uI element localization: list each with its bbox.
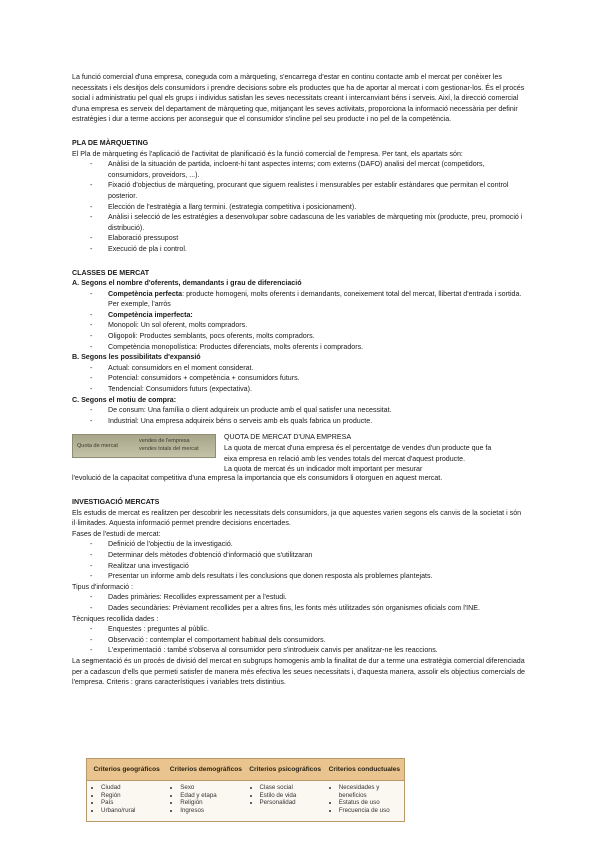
- invest-lead: Els estudis de mercat es realitzen per descobrir les necessitats dels consumidors, ja que aquestes varien segons els canvis de la societat i són il·limitades. Aquesta informació permet prendre decisions encertades.: [72, 508, 522, 528]
- criteria-item: • Ciudad: [101, 784, 166, 792]
- criteria-column-geographic: [87, 784, 166, 814]
- classes-a-title: A. Segons el nombre d'oferents, demandants i grau de diferenciació: [72, 279, 302, 288]
- list-item: - Observació : contemplar el comportament habitual dels consumidors.: [108, 635, 528, 646]
- quota-line: eixa empresa en relació amb les vendes totals del mercat d'aquest producte.: [224, 454, 466, 463]
- list-item: - Dades secundàries: Prèviament recollides per a altres fins, les fonts més utilitzades són organismes oficials com l'INE.: [108, 603, 528, 614]
- quota-line: l'evolució de la capacitat competitiva d'una empresa la importancia que els consumidors li otorguen en aquest mercat.: [72, 474, 443, 483]
- criteria-header: Criterios conductuales: [328, 766, 401, 773]
- criteria-table: [86, 758, 405, 822]
- list-item: - Tendencial: Consumidors futurs (expectativa).: [108, 384, 528, 395]
- criteria-header-row: [87, 759, 404, 781]
- document-body: [72, 72, 528, 688]
- term: Competència imperfecta:: [108, 310, 193, 319]
- criteria-column-behavioral: [325, 784, 404, 814]
- classes-b-title: B. Segons les possibilitats d'expansió: [72, 353, 201, 362]
- pla-list: [72, 159, 528, 254]
- criteria-item: • Ingresos: [180, 807, 245, 815]
- quota-line: La quota de mercat d'una empresa és el percentatge de vendes d'un producte que fa: [224, 444, 492, 452]
- list-item: - Elaboració pressupost: [108, 233, 528, 244]
- formula-numerator: vendes de l'empresa: [139, 438, 190, 445]
- list-item: - Potencial: consumidors + competència + consumidors futurs.: [108, 373, 528, 384]
- list-item: - L'experimentació : també s'observa al consumidor pero s'introdueix canvis per analitzar-ne les reaccions.: [108, 645, 528, 656]
- criteria-item: • Estilo de vida: [260, 792, 325, 800]
- formula-label: Quota de mercat: [77, 443, 118, 450]
- criteria-item: • Frecuencia de uso: [339, 807, 404, 815]
- list-item: - Enquestes : preguntes al públic.: [108, 624, 528, 635]
- criteria-item: • Clase social: [260, 784, 325, 792]
- classes-a-list: [72, 289, 528, 353]
- criteria-column-demographic: [166, 784, 245, 814]
- list-item: - Fixació d'objectius de màrqueting, procurant que siguem realistes i mensurables per establir estàndares que permitan el control posterior.: [108, 180, 528, 201]
- list-item: - Elección de l'estratègia a llarg termini. (estrategia competitiva i posicionament).: [108, 202, 528, 213]
- tecn-list: [72, 624, 528, 656]
- list-item: - Execució de pla i control.: [108, 244, 528, 255]
- criteria-item: • Necesidades y beneficios: [339, 784, 404, 799]
- criteria-body: [87, 781, 404, 814]
- list-item: - Dades primàries: Recollides expressament per a l'estudi.: [108, 592, 528, 603]
- list-item: - Presentar un informe amb dels resultats i les conclusions que donen resposta als problemes plantejats.: [108, 571, 528, 582]
- criteria-item: • Región: [101, 792, 166, 800]
- classes-b-list: [72, 363, 528, 395]
- pla-title: PLA DE MÀRQUETING: [72, 138, 149, 147]
- quota-section: [72, 432, 528, 473]
- list-item: - Determinar dels mètodes d'obtenció d'informació que s'utilitzaran: [108, 550, 528, 561]
- quota-title: QUOTA DE MERCAT D'UNA EMPRESA: [224, 433, 352, 442]
- list-item: - Anàlisi de la situación de partida, incloent-hi tant aspectes interns; com externs (DAFO) analisi del mercat (competidors, consumidors, proveidors, ...).: [108, 159, 528, 180]
- criteria-item: • Religión: [180, 799, 245, 807]
- criteria-header: Criterios demográficos: [169, 766, 242, 773]
- criteria-item: • País: [101, 799, 166, 807]
- fases-title: Fases de l'estudi de mercat:: [72, 529, 161, 538]
- list-item: - Actual: consumidors en el moment considerat.: [108, 363, 528, 374]
- tipus-title: Tipus d'informació :: [72, 582, 134, 591]
- segment-paragraph: La segmentació és un procés de divisió del mercat en subgrups homogenis amb la finalitat de dur a terme una estratègia comercial diferenciada per a cadascun d'ells que permeti satisfer de manera més efectiva les seues necessitats i, d'aquesta manera, assolir els objectius comercials de l'empresa. Criteris : grans característiques i variables trets distintius.: [72, 656, 525, 687]
- quota-line: La quota de mercat és un indicador molt important per mesurar: [224, 465, 423, 474]
- criteria-item: • Estatus de uso: [339, 799, 404, 807]
- formula-denominator: vendes totals del mercat: [139, 446, 199, 453]
- invest-title: INVESTIGACIÓ MERCATS: [72, 498, 160, 506]
- quota-formula-image: [72, 434, 216, 458]
- list-item: - Anàlisi i selecció de les estratègies a desenvolupar sobre cadascuna de les variables de màrqueting mix (producte, preu, promoció i distribució).: [108, 212, 528, 233]
- list-item: - Oligopoli: Productes semblants, pocs oferents, molts compradors.: [108, 331, 528, 342]
- intro-paragraph: La funció comercial d'una empresa, coneguda com a màrqueting, s'encarrega d'estar en continu contacte amb el mercat per conèixer les necessitats i els desitjos dels consumidors i prendre decisions sobre els productes que ha de aportar al mercat i com gestionar-los. És el procés social i administratiu pel qual els grups i individus satisfan les seves necessitats creant i intercanviant béns i serveis. Així, la direcció comercial d'una empresa es serveix del departament de màrqueting que, mitjançant les seves activitats, proporciona la informació necessària per definir estratègies i dur a terme accions per aconseguir que el consumidor s'incline pel seu producte i no pel de la competència.: [72, 73, 525, 124]
- quota-text: [224, 432, 528, 474]
- criteria-item: • Urbano/rural: [101, 807, 166, 815]
- classes-c-title: C. Segons el motiu de compra:: [72, 395, 177, 404]
- list-item: - Competència monopolística: Productes diferenciats, molts oferents i compradors.: [108, 342, 528, 353]
- criteria-item: • Sexo: [180, 784, 245, 792]
- list-item: [108, 310, 528, 321]
- pla-lead: El Pla de màrqueting és l'aplicació de l'activitat de planificació és la funció comercial de l'empresa. Per tant, els apartats són:: [72, 149, 463, 158]
- classes-title: CLASSES DE MERCAT: [72, 268, 150, 277]
- fases-list: [72, 539, 528, 581]
- criteria-header: Criterios psicográficos: [249, 766, 322, 773]
- criteria-header: Criterios geográficos: [93, 766, 160, 773]
- criteria-column-psychographic: [246, 784, 325, 814]
- definition: : producte homogeni, molts oferents i demandants, coneixement total del mercat, llibertat d'entrada i sortida. Per exemple, l'arròs: [108, 289, 522, 309]
- list-item: [108, 289, 528, 310]
- list-item: - De consum: Una família o client adquireix un producte amb el qual satisfer una necessitat.: [108, 405, 528, 416]
- criteria-item: • Edad y etapa: [180, 792, 245, 800]
- tipus-list: [72, 592, 528, 613]
- list-item: - Realitzar una investigació: [108, 561, 528, 572]
- classes-c-list: [72, 405, 528, 426]
- list-item: - Industrial: Una empresa adquireix béns o serveis amb els quals fabrica un producte.: [108, 416, 528, 427]
- tecn-title: Tècniques recollida dades :: [72, 614, 159, 623]
- term: Competència perfecta: [108, 289, 183, 298]
- criteria-item: • Personalidad: [260, 799, 325, 807]
- list-item: - Monopoli: Un sol oferent, molts compradors.: [108, 320, 528, 331]
- list-item: - Definició de l'objectiu de la investigació.: [108, 539, 528, 550]
